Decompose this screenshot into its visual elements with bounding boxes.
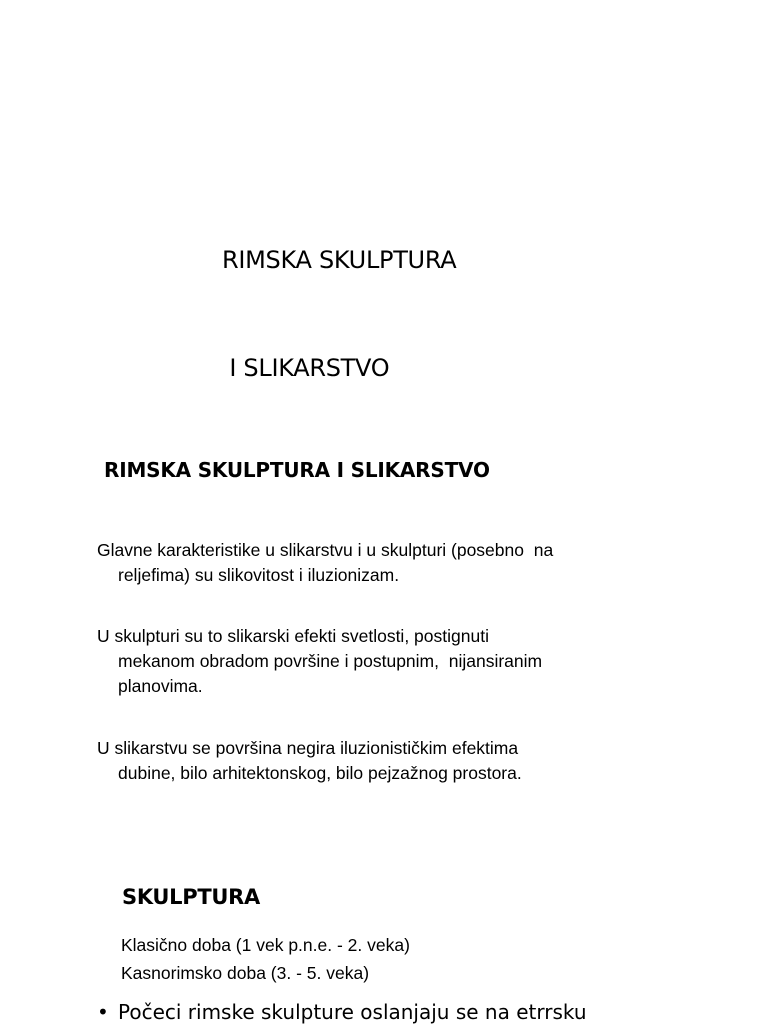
era-item: Klasično doba (1 vek p.n.e. - 2. veka) — [121, 935, 410, 955]
bullet-icon: • — [97, 1000, 109, 1024]
bullet-text: Počeci rimske skulpture oslanjaju se na etrrsku — [118, 1000, 587, 1024]
paragraph-line: planovima. — [118, 676, 203, 696]
slide-characteristics — [0, 430, 768, 850]
slide-title — [0, 0, 768, 430]
title-line-2: I SLIKARSTVO — [222, 354, 390, 382]
paragraph-1 — [97, 538, 667, 588]
slide-title-text — [222, 170, 456, 458]
slide-heading: SKULPTURA — [122, 885, 260, 909]
era-item: Kasnorimsko doba (3. - 5. veka) — [121, 963, 370, 983]
paragraph-line: reljefima) su slikovitost i iluzionizam. — [118, 565, 400, 585]
paragraph-line: U skulpturi su to slikarski efekti svetlosti, postignuti — [97, 626, 489, 646]
paragraph-line: dubine, bilo arhitektonskog, bilo pejzažnog prostora. — [118, 763, 522, 783]
title-line-1: RIMSKA SKULPTURA — [222, 246, 457, 274]
paragraph-line: U slikarstvu se površina negira iluzionističkim efektima — [97, 738, 519, 758]
paragraph-3 — [97, 736, 667, 786]
bullet-item — [97, 997, 587, 1027]
paragraph-line: mekanom obradom površine i postupnim, nijansiranim — [118, 651, 543, 671]
era-list — [121, 931, 410, 987]
paragraph-line: Glavne karakteristike u slikarstvu i u skulpturi (posebno na — [97, 540, 554, 560]
slide-heading: RIMSKA SKULPTURA I SLIKARSTVO — [104, 458, 490, 482]
paragraph-2 — [97, 624, 667, 699]
slide-sculpture — [0, 850, 768, 1024]
